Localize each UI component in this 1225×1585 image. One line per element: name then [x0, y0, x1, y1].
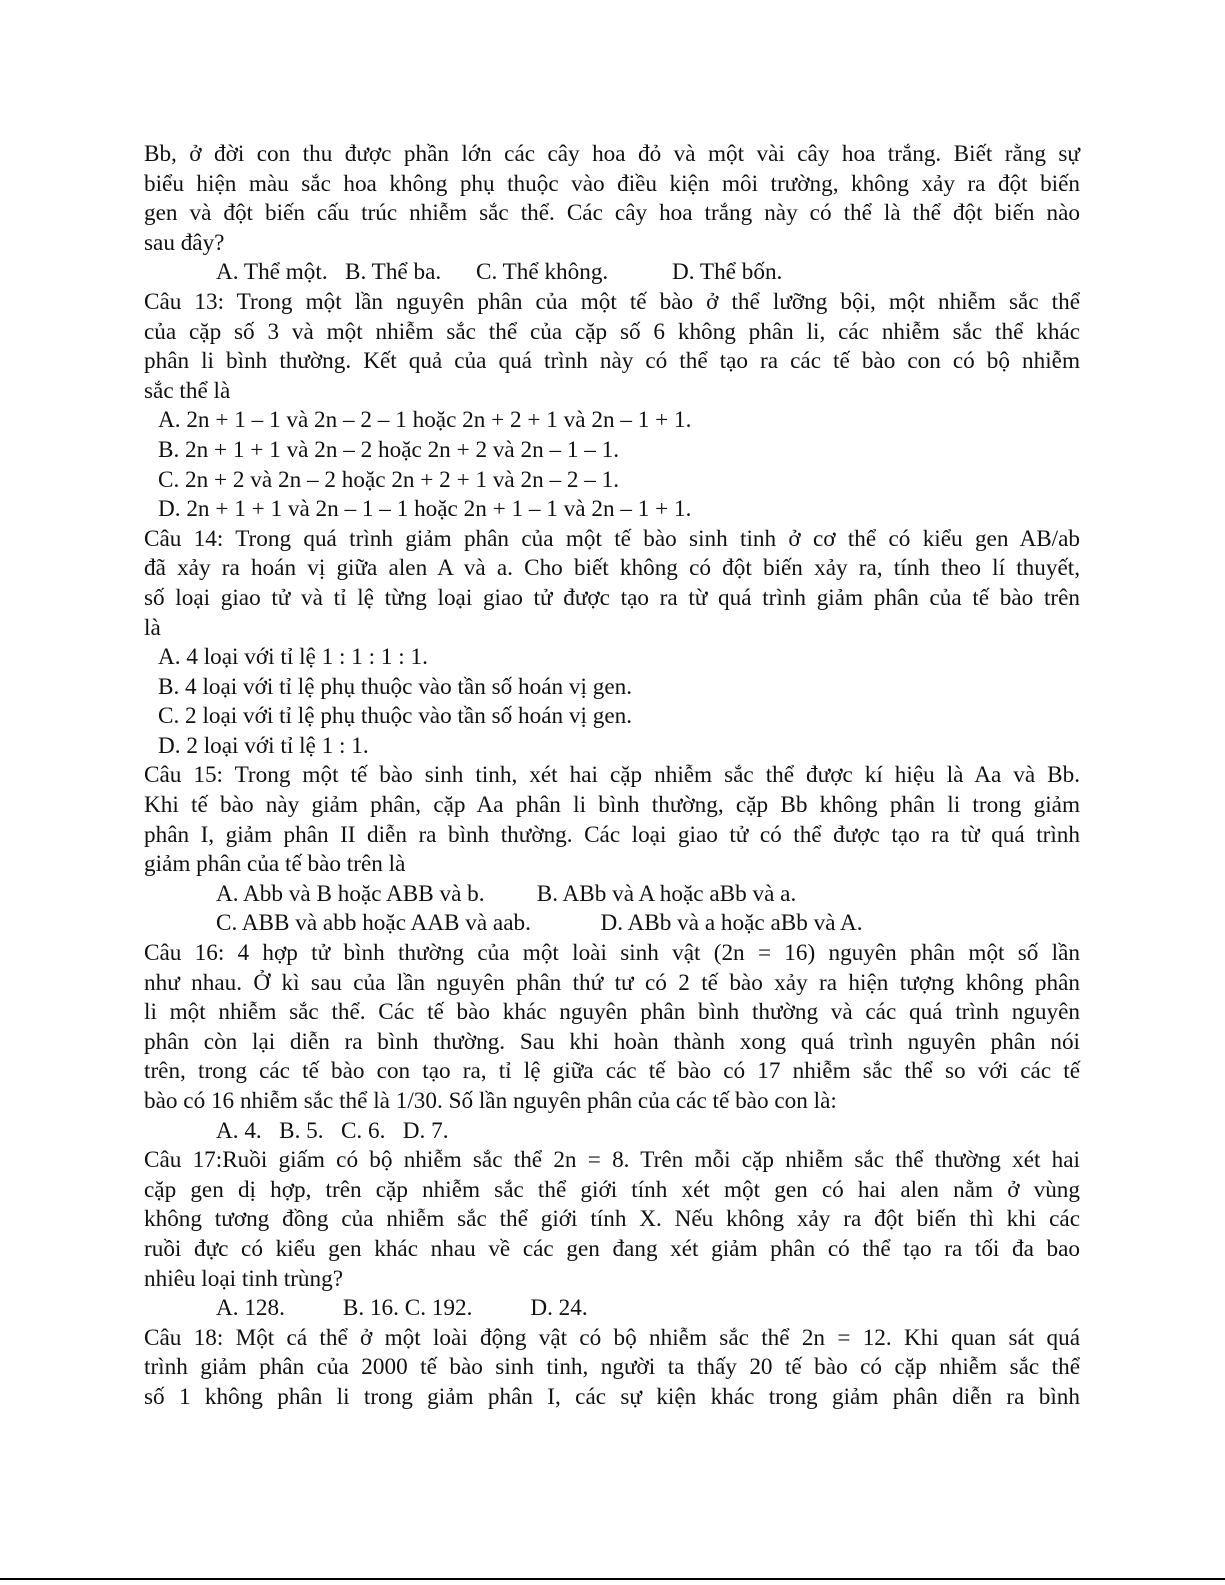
question-16-text: Câu 16: 4 hợp tử bình thường của một loài sinh vật (2n = 16) nguyên phân một số lần [144, 940, 1080, 967]
text-line: Bb, ở đời con thu được phần lớn các cây hoa đỏ và một vài cây hoa trắng. Biết rằng sự [144, 141, 1080, 167]
text-line: đã xảy ra hoán vị giữa alen A và a. Cho biết không có đột biến xảy ra, tính theo lí thuyết, [144, 555, 1080, 582]
page-bottom-rule [0, 1578, 1225, 1580]
text-line: trình giảm phân của 2000 tế bào sinh tinh, người ta thấy 20 tế bào có cặp nhiễm sắc thể [144, 1354, 1080, 1381]
text-line: cặp gen dị hợp, trên cặp nhiễm sắc thể giới tính xét một gen có hai alen nằm ở vùng [144, 1176, 1080, 1203]
question-15-text: Câu 15: Trong một tế bào sinh tinh, xét hai cặp nhiễm sắc thể được kí hiệu là Aa và Bb. [144, 762, 1080, 789]
answer-options: A. Thể một. B. Thể ba. C. Thể không. D. Thể bốn. [216, 259, 783, 286]
answer-option-b: B. 2n + 1 + 1 và 2n – 2 hoặc 2n + 2 và 2n – 1 – 1. [158, 436, 620, 463]
text-line: biểu hiện màu sắc hoa không phụ thuộc vào điều kiện môi trường, không xảy ra đột biến [144, 170, 1080, 197]
text-line: li một nhiễm sắc thể. Các tế bào khác nguyên phân bình thường và các quá trình nguyên [144, 999, 1080, 1026]
question-14 [144, 525, 1080, 762]
answer-options-cd: C. ABB và abb hoặc AAB và aab. D. ABb và a hoặc aBb và A. [216, 910, 863, 937]
answer-options: A. 128. B. 16. C. 192. D. 24. [216, 1295, 588, 1322]
question-12-continuation [144, 140, 1080, 288]
text-line: Khi tế bào này giảm phân, cặp Aa phân li bình thường, cặp Bb không phân li trong giảm [144, 792, 1080, 819]
question-13-text: Câu 13: Trong một lần nguyên phân của một tế bào ở thể lưỡng bội, một nhiễm sắc thể [144, 288, 1080, 315]
text-line: sau đây? [144, 229, 225, 256]
question-18 [144, 1324, 1080, 1413]
text-line: ruồi đực có kiểu gen khác nhau về các gen đang xét giảm phân có thể tạo ra tối đa bao [144, 1235, 1080, 1262]
question-18-text: Câu 18: Một cá thể ở một loài động vật có bộ nhiễm sắc thể 2n = 12. Khi quan sát quá [144, 1324, 1080, 1351]
text-line: không tương đồng của nhiễm sắc thể giới tính X. Nếu không xảy ra đột biến thì khi các [144, 1206, 1080, 1233]
question-15 [144, 761, 1080, 939]
answer-option-b: B. 4 loại với tỉ lệ phụ thuộc vào tần số hoán vị gen. [158, 673, 633, 700]
answer-option-c: C. 2n + 2 và 2n – 2 hoặc 2n + 2 + 1 và 2n – 2 – 1. [158, 466, 620, 493]
text-line: gen và đột biến cấu trúc nhiễm sắc thể. Các cây hoa trắng này có thể là thể đột biến nào [144, 200, 1080, 227]
document-page [144, 140, 1080, 1413]
text-line: của cặp số 3 và một nhiễm sắc thể của cặp số 6 không phân li, các nhiễm sắc thể khác [144, 318, 1080, 345]
answer-option-d: D. 2 loại với tỉ lệ 1 : 1. [158, 732, 369, 759]
text-line: phân li bình thường. Kết quả của quá trình này có thể tạo ra các tế bào con có bộ nhiễm [144, 348, 1080, 375]
text-line: trên, trong các tế bào con tạo ra, tỉ lệ giữa các tế bào có 17 nhiễm sắc thể so với các tế [144, 1058, 1080, 1085]
text-line: nhiêu loại tinh trùng? [144, 1265, 343, 1292]
text-line: giảm phân của tế bào trên là [144, 851, 406, 878]
text-line: là [144, 614, 161, 641]
answer-options: A. 4. B. 5. C. 6. D. 7. [216, 1117, 449, 1144]
question-14-text: Câu 14: Trong quá trình giảm phân của một tế bào sinh tinh ở cơ thể có kiểu gen AB/ab [144, 525, 1080, 552]
answer-options-ab: A. Abb và B hoặc ABB và b. B. ABb và A hoặc aBb và a. [216, 880, 797, 907]
text-line: bào có 16 nhiễm sắc thể là 1/30. Số lần nguyên phân của các tế bào con là: [144, 1088, 837, 1114]
question-13 [144, 288, 1080, 525]
question-17-text: Câu 17:Ruồi giấm có bộ nhiễm sắc thể 2n = 8. Trên mỗi cặp nhiễm sắc thể thường xét hai [144, 1147, 1080, 1174]
answer-option-a: A. 4 loại với tỉ lệ 1 : 1 : 1 : 1. [158, 644, 428, 671]
question-16 [144, 939, 1080, 1146]
question-17 [144, 1146, 1080, 1324]
text-line: phân còn lại diễn ra bình thường. Sau khi hoàn thành xong quá trình nguyên phân nói [144, 1028, 1080, 1055]
text-line: số loại giao tử và tỉ lệ từng loại giao tử được tạo ra từ quá trình giảm phân của tế bào trên [144, 584, 1080, 611]
answer-option-a: A. 2n + 1 – 1 và 2n – 2 – 1 hoặc 2n + 2 + 1 và 2n – 1 + 1. [158, 407, 692, 434]
text-line: như nhau. Ở kì sau của lần nguyên phân thứ tư có 2 tế bào xảy ra hiện tượng không phân [144, 969, 1080, 996]
text-line: phân I, giảm phân II diễn ra bình thường. Các loại giao tử có thể được tạo ra từ quá trình [144, 821, 1080, 848]
answer-option-d: D. 2n + 1 + 1 và 2n – 1 – 1 hoặc 2n + 1 – 1 và 2n – 1 + 1. [158, 496, 692, 523]
answer-option-c: C. 2 loại với tỉ lệ phụ thuộc vào tần số hoán vị gen. [158, 703, 633, 730]
text-line: số 1 không phân li trong giảm phân I, các sự kiện khác trong giảm phân diễn ra bình [144, 1383, 1080, 1410]
text-line: sắc thể là [144, 377, 231, 404]
